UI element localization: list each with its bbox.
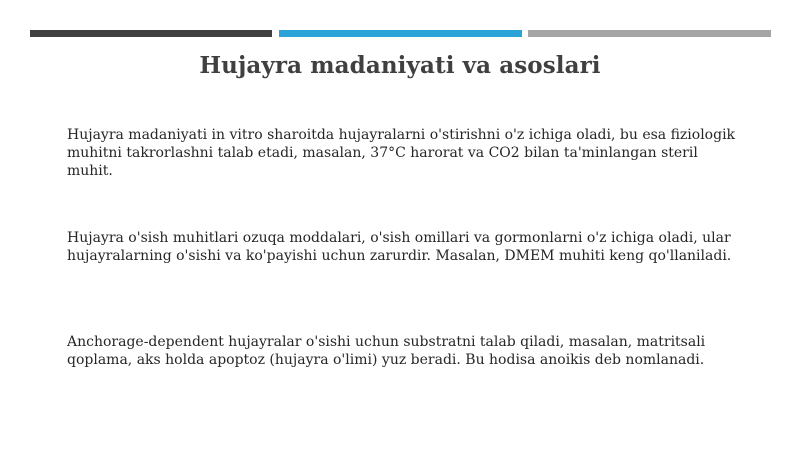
- accent-bar-dark: [30, 30, 272, 37]
- paragraph-anchorage-dependent: Anchorage-dependent hujayralar o'sishi uchun substratni talab qiladi, masalan, matritsali qoplama, aks holda apoptoz (hujayra o'limi) yuz beradi. Bu hodisa anoikis deb nomlanadi.: [67, 334, 706, 368]
- paragraph-growth-media: Hujayra o'sish muhitlari ozuqa moddalari, o'sish omillari va gormonlarni o'z ichiga oladi, ular hujayralarning o'sishi va ko'payishi uchun zarurdir. Masalan, DMEM muhiti keng qo'llaniladi.: [67, 230, 732, 264]
- slide-title: Hujayra madaniyati va asoslari: [199, 52, 601, 79]
- accent-bar-blue: [279, 30, 522, 37]
- paragraph-cell-culture: Hujayra madaniyati in vitro sharoitda hujayralarni o'stirishni o'z ichiga oladi, bu esa fiziologik muhitni takrorlashni talab etadi, masalan, 37°C harorat va CO2 bilan ta'minlangan steril muhit.: [67, 127, 736, 179]
- accent-bar-gray: [528, 30, 771, 37]
